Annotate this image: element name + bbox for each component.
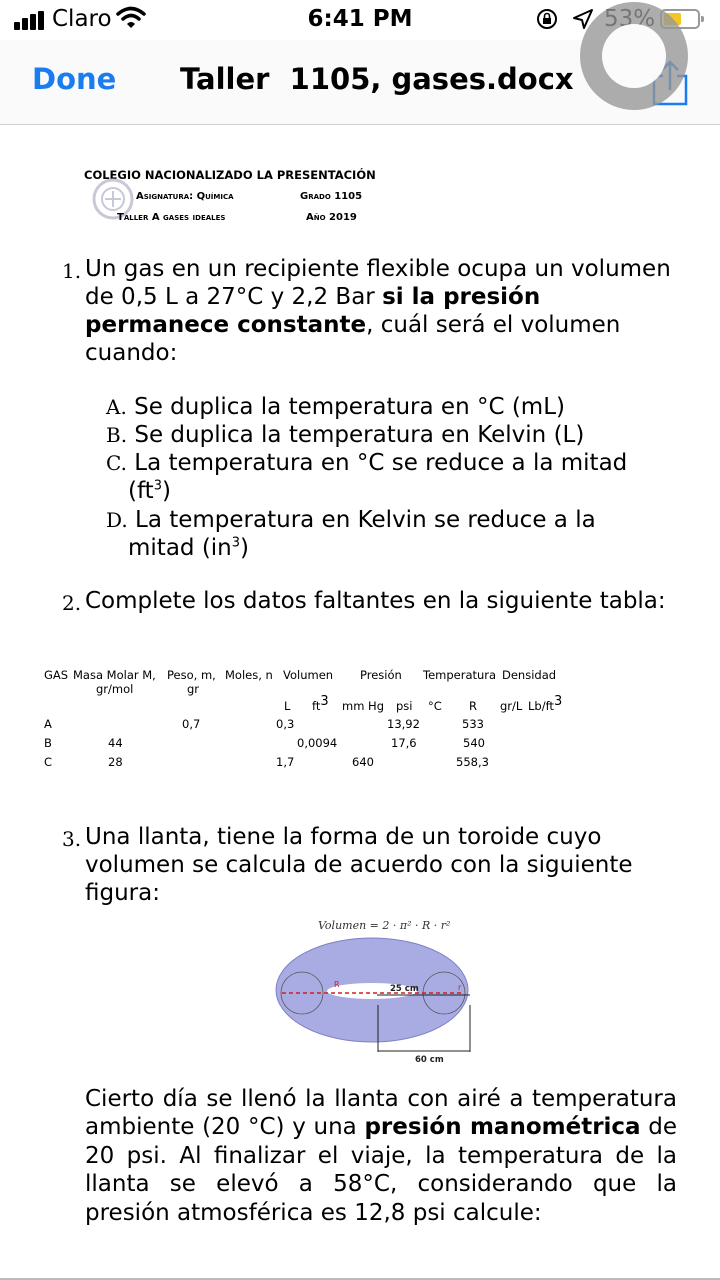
option-d: D. La temperatura en Kelvin se reduce a la mitad $(in^3)$ bbox=[106, 507, 596, 561]
dim-outer: 60 cm bbox=[415, 1055, 444, 1065]
assistive-touch-button[interactable] bbox=[580, 2, 688, 110]
table-row-b-gas: B bbox=[44, 736, 52, 750]
unit-lbft3: $Lb/ft^3$ bbox=[528, 694, 563, 713]
table-row-a-weight: 0,7 bbox=[182, 717, 201, 731]
option-a: A. Se duplica la temperatura en °C (mL) bbox=[106, 394, 565, 420]
clock: 6:41 PM bbox=[307, 6, 413, 32]
col-molar-mass-unit: gr/mol bbox=[96, 682, 134, 696]
table-row-a-temp-r: 533 bbox=[462, 717, 484, 731]
table-row-c-molar-mass: 28 bbox=[108, 755, 123, 769]
option-c: C. La temperatura en °C se reduce a la mitad $(ft^3)$ bbox=[106, 450, 628, 504]
table-row-b-psi: 17,6 bbox=[391, 736, 417, 750]
unit-c: °C bbox=[428, 699, 442, 713]
table-row-c-mmhg: 640 bbox=[352, 755, 374, 769]
unit-mmhg: mm Hg bbox=[342, 699, 385, 713]
grade-label: Grado 1105 bbox=[300, 191, 363, 202]
table-row-a-gas: A bbox=[44, 717, 52, 731]
table-row-b-molar-mass: 44 bbox=[108, 736, 123, 750]
label-r-major: R bbox=[334, 980, 340, 989]
unit-ft3: $ft^3$ bbox=[312, 694, 329, 713]
col-weight-unit: gr bbox=[187, 682, 200, 696]
carrier-name: Claro bbox=[52, 6, 112, 32]
unit-r: R bbox=[469, 699, 477, 713]
label-r-minor: r bbox=[458, 983, 462, 992]
unit-l: L bbox=[284, 699, 291, 713]
document-title: Taller 1105, gases.docx bbox=[180, 62, 574, 96]
col-temperature: Temperatura bbox=[423, 668, 497, 682]
table-row-b-vol-ft: 0,0094 bbox=[297, 736, 338, 750]
col-molar-mass: Masa Molar M, bbox=[73, 668, 156, 682]
table-row-a-vol-l: 0,3 bbox=[276, 717, 295, 731]
unit-psi: psi bbox=[396, 699, 413, 713]
col-gas: GAS bbox=[44, 668, 69, 682]
col-pressure: Presión bbox=[360, 668, 402, 682]
school-name: COLEGIO NACIONALIZADO LA PRESENTACIÓN bbox=[84, 168, 376, 182]
question-3-text: Una llanta, tiene la forma de un toroide cuyo volumen se calcula de acuerdo con la siguiente figura: bbox=[85, 824, 633, 906]
col-moles: Moles, n bbox=[225, 668, 273, 682]
table-row-c-gas: C bbox=[44, 755, 53, 769]
problem-paragraph: Cierto día se llenó la llanta con airé a temperatura ambiente (20 °C) y una presión manométrica de 20 psi. Al finalizar el viaje, la temperatura de la llanta se elevó a 58°C, considerando que la presión atmosférica es 12,8 psi calcule: bbox=[85, 1086, 678, 1226]
unit-grl: gr/L bbox=[500, 699, 523, 713]
question-1-text: Un gas en un recipiente flexible ocupa un volumen de 0,5 L a 27°C y 2,2 Bar si la presión permanece constante, cuál será el volumen cuando: bbox=[85, 256, 671, 366]
col-weight: Peso, m, bbox=[167, 668, 216, 682]
dim-inner: 25 cm bbox=[390, 984, 419, 994]
table-row-a-psi: 13,92 bbox=[387, 717, 420, 731]
question-1-number: 1. bbox=[62, 259, 82, 283]
done-button[interactable]: Done bbox=[32, 62, 117, 96]
volume-formula: Volumen = 2 · π² · R · r² bbox=[318, 919, 451, 932]
year-label: Año 2019 bbox=[306, 212, 357, 223]
question-2-text: Complete los datos faltantes en la siguiente tabla: bbox=[85, 588, 666, 614]
option-b: B. Se duplica la temperatura en Kelvin (L) bbox=[106, 422, 585, 448]
table-row-c-vol-l: 1,7 bbox=[276, 755, 295, 769]
torus-figure bbox=[272, 935, 482, 1065]
col-density: Densidad bbox=[502, 668, 557, 682]
table-row-c-temp-r: 558,3 bbox=[456, 755, 489, 769]
rotation-lock-icon bbox=[536, 8, 558, 30]
subject-label: Asignatura: Química bbox=[136, 191, 234, 202]
question-2-number: 2. bbox=[62, 591, 82, 615]
col-volume: Volumen bbox=[283, 668, 334, 682]
document-page bbox=[0, 125, 720, 1280]
table-row-b-temp-r: 540 bbox=[463, 736, 485, 750]
question-3-number: 3. bbox=[62, 827, 82, 851]
workshop-label: Taller A gases ideales bbox=[117, 212, 226, 223]
